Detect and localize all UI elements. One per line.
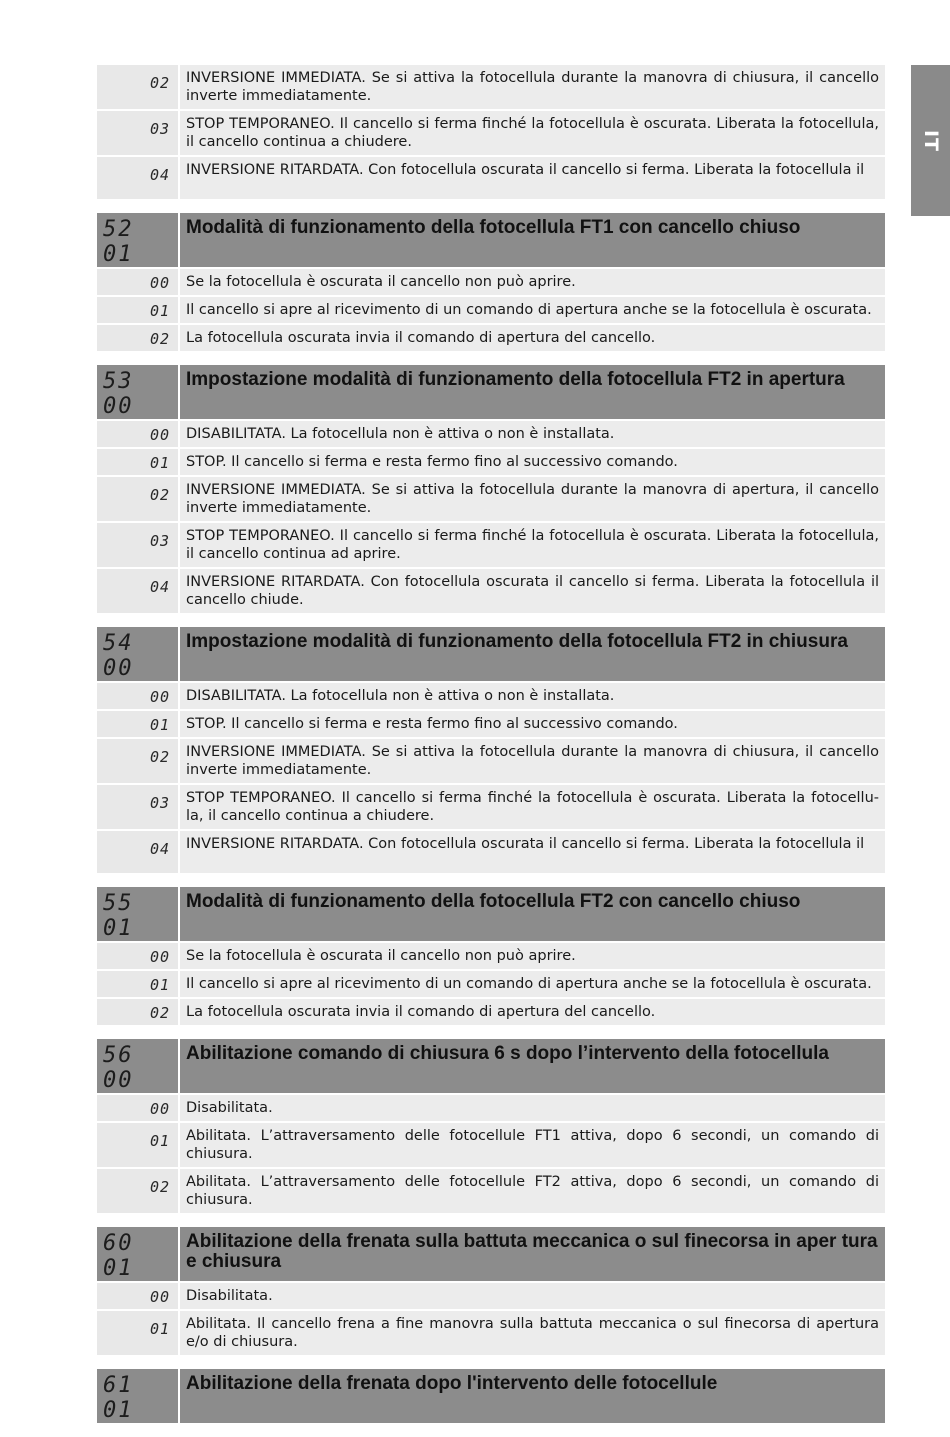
- option-description: INVERSIONE RITARDATA. Con fotocellula oscurata il cancello si ferma. Liberata la fotocellula il: [180, 831, 885, 873]
- table-row: [97, 325, 885, 351]
- table-row: [97, 449, 885, 475]
- section-5300: [97, 365, 885, 613]
- parameter-code: 52 01: [97, 213, 178, 267]
- option-code: 00: [97, 1283, 178, 1309]
- option-description: INVERSIONE IMMEDIATA. Se si attiva la fotocellula durante la manovra di chiusura, il cancello inverte immediatamente.: [180, 65, 885, 109]
- option-code: 01: [97, 711, 178, 737]
- table-row: [97, 157, 885, 199]
- option-description: STOP. Il cancello si ferma e resta fermo fino al successivo comando.: [180, 711, 885, 737]
- option-code: 01: [97, 297, 178, 323]
- table-row: [97, 785, 885, 829]
- parameter-code: 61 01: [97, 1369, 178, 1423]
- option-description: DISABILITATA. La fotocellula non è attiva o non è installata.: [180, 421, 885, 447]
- table-row: [97, 477, 885, 521]
- option-code: 04: [97, 157, 178, 199]
- option-description: Se la fotocellula è oscurata il cancello non può aprire.: [180, 943, 885, 969]
- option-code: 00: [97, 421, 178, 447]
- table-row: [97, 1311, 885, 1355]
- section-6001: [97, 1227, 885, 1355]
- option-code: 02: [97, 65, 178, 109]
- option-description: Disabilitata.: [180, 1095, 885, 1121]
- table-row: [97, 999, 885, 1025]
- option-description: INVERSIONE IMMEDIATA. Se si attiva la fotocellula durante la manovra di chiusura, il cancello inverte immediatamente.: [180, 739, 885, 783]
- parameter-code: 53 00: [97, 365, 178, 419]
- table-row: [97, 1095, 885, 1121]
- table-row: [97, 739, 885, 783]
- table-row: [97, 943, 885, 969]
- section-continuation: [97, 65, 885, 199]
- parameter-code: 55 01: [97, 887, 178, 941]
- table-row: [97, 711, 885, 737]
- parameter-code: 54 00: [97, 627, 178, 681]
- option-description: Abilitata. L’attraversamento delle fotocellule FT1 attiva, dopo 6 secondi, un comando di chiusura.: [180, 1123, 885, 1167]
- option-description: DISABILITATA. La fotocellula non è attiva o non è installata.: [180, 683, 885, 709]
- option-code: 02: [97, 1169, 178, 1213]
- section-5201: [97, 213, 885, 351]
- table-row: [97, 1169, 885, 1213]
- option-description: INVERSIONE IMMEDIATA. Se si attiva la fotocellula durante la manovra di apertura, il cancello inverte immediatamente.: [180, 477, 885, 521]
- section-title: Modalità di funzionamento della fotocellula FT1 con cancello chiuso: [180, 213, 885, 267]
- table-row: [97, 65, 885, 109]
- section-title: Impostazione modalità di funzionamento della fotocellula FT2 in apertura: [180, 365, 885, 419]
- parameter-table: [97, 65, 885, 1437]
- option-code: 03: [97, 523, 178, 567]
- section-title: Abilitazione comando di chiusura 6 s dopo l’intervento della fotocellula: [180, 1039, 885, 1093]
- option-code: 00: [97, 683, 178, 709]
- option-code: 01: [97, 1311, 178, 1355]
- option-code: 00: [97, 269, 178, 295]
- table-row: [97, 683, 885, 709]
- section-header: [97, 365, 885, 419]
- section-title: Abilitazione della frenata sulla battuta meccanica o sul finecorsa in aper tura e chiusura: [180, 1227, 885, 1281]
- section-header: [97, 1369, 885, 1423]
- section-title: Abilitazione della frenata dopo l'intervento delle fotocellule: [180, 1369, 885, 1423]
- option-code: 02: [97, 739, 178, 783]
- option-code: 01: [97, 971, 178, 997]
- table-row: [97, 971, 885, 997]
- option-description: La fotocellula oscurata invia il comando di apertura del cancello.: [180, 325, 885, 351]
- table-row: [97, 269, 885, 295]
- option-description: Disabilitata.: [180, 1283, 885, 1309]
- option-description: Abilitata. L’attraversamento delle fotocellule FT2 attiva, dopo 6 secondi, un comando di chiusura.: [180, 1169, 885, 1213]
- option-code: 02: [97, 325, 178, 351]
- language-tab: [911, 65, 950, 216]
- section-5600: [97, 1039, 885, 1213]
- table-row: [97, 1283, 885, 1309]
- table-row: [97, 1123, 885, 1167]
- section-header: [97, 1039, 885, 1093]
- option-description: STOP. Il cancello si ferma e resta fermo fino al successivo comando.: [180, 449, 885, 475]
- option-description: STOP TEMPORANEO. Il cancello si ferma finché la fotocellula è oscurata. Liberata la fotocellula, il cancello continua ad aprire.: [180, 523, 885, 567]
- option-code: 01: [97, 449, 178, 475]
- section-header: [97, 627, 885, 681]
- table-row: [97, 831, 885, 873]
- table-row: [97, 523, 885, 567]
- option-code: 04: [97, 569, 178, 613]
- option-description: STOP TEMPORANEO. Il cancello si ferma finché la fotocellula è oscurata. Liberata la fotocellu-la, il cancello continua a chiudere.: [180, 785, 885, 829]
- table-row: [97, 297, 885, 323]
- option-description: INVERSIONE RITARDATA. Con fotocellula oscurata il cancello si ferma. Liberata la fotocellula il cancello chiude.: [180, 569, 885, 613]
- option-description: Se la fotocellula è oscurata il cancello non può aprire.: [180, 269, 885, 295]
- option-code: 04: [97, 831, 178, 873]
- option-description: Abilitata. Il cancello frena a fine manovra sulla battuta meccanica o sul finecorsa di apertura e/o di chiusura.: [180, 1311, 885, 1355]
- option-code: 02: [97, 999, 178, 1025]
- option-description: INVERSIONE RITARDATA. Con fotocellula oscurata il cancello si ferma. Liberata la fotocellula il: [180, 157, 885, 199]
- option-code: 01: [97, 1123, 178, 1167]
- option-code: 03: [97, 111, 178, 155]
- language-tab-label: IT: [919, 129, 942, 152]
- section-header: [97, 213, 885, 267]
- option-code: 02: [97, 477, 178, 521]
- parameter-code: 60 01: [97, 1227, 178, 1281]
- table-row: [97, 111, 885, 155]
- section-5501: [97, 887, 885, 1025]
- option-code: 03: [97, 785, 178, 829]
- table-row: [97, 421, 885, 447]
- option-description: La fotocellula oscurata invia il comando di apertura del cancello.: [180, 999, 885, 1025]
- section-title: Impostazione modalità di funzionamento della fotocellula FT2 in chiusura: [180, 627, 885, 681]
- option-description: Il cancello si apre al ricevimento di un comando di apertura anche se la fotocellula è oscurata.: [180, 297, 885, 323]
- section-header: [97, 1227, 885, 1281]
- option-code: 00: [97, 943, 178, 969]
- section-5400: [97, 627, 885, 873]
- table-row: [97, 569, 885, 613]
- section-title: Modalità di funzionamento della fotocellula FT2 con cancello chiuso: [180, 887, 885, 941]
- section-header: [97, 887, 885, 941]
- option-description: Il cancello si apre al ricevimento di un comando di apertura anche se la fotocellula è oscurata.: [180, 971, 885, 997]
- parameter-code: 56 00: [97, 1039, 178, 1093]
- section-6101: [97, 1369, 885, 1423]
- option-code: 00: [97, 1095, 178, 1121]
- option-description: STOP TEMPORANEO. Il cancello si ferma finché la fotocellula è oscurata. Liberata la fotocellula, il cancello continua a chiudere.: [180, 111, 885, 155]
